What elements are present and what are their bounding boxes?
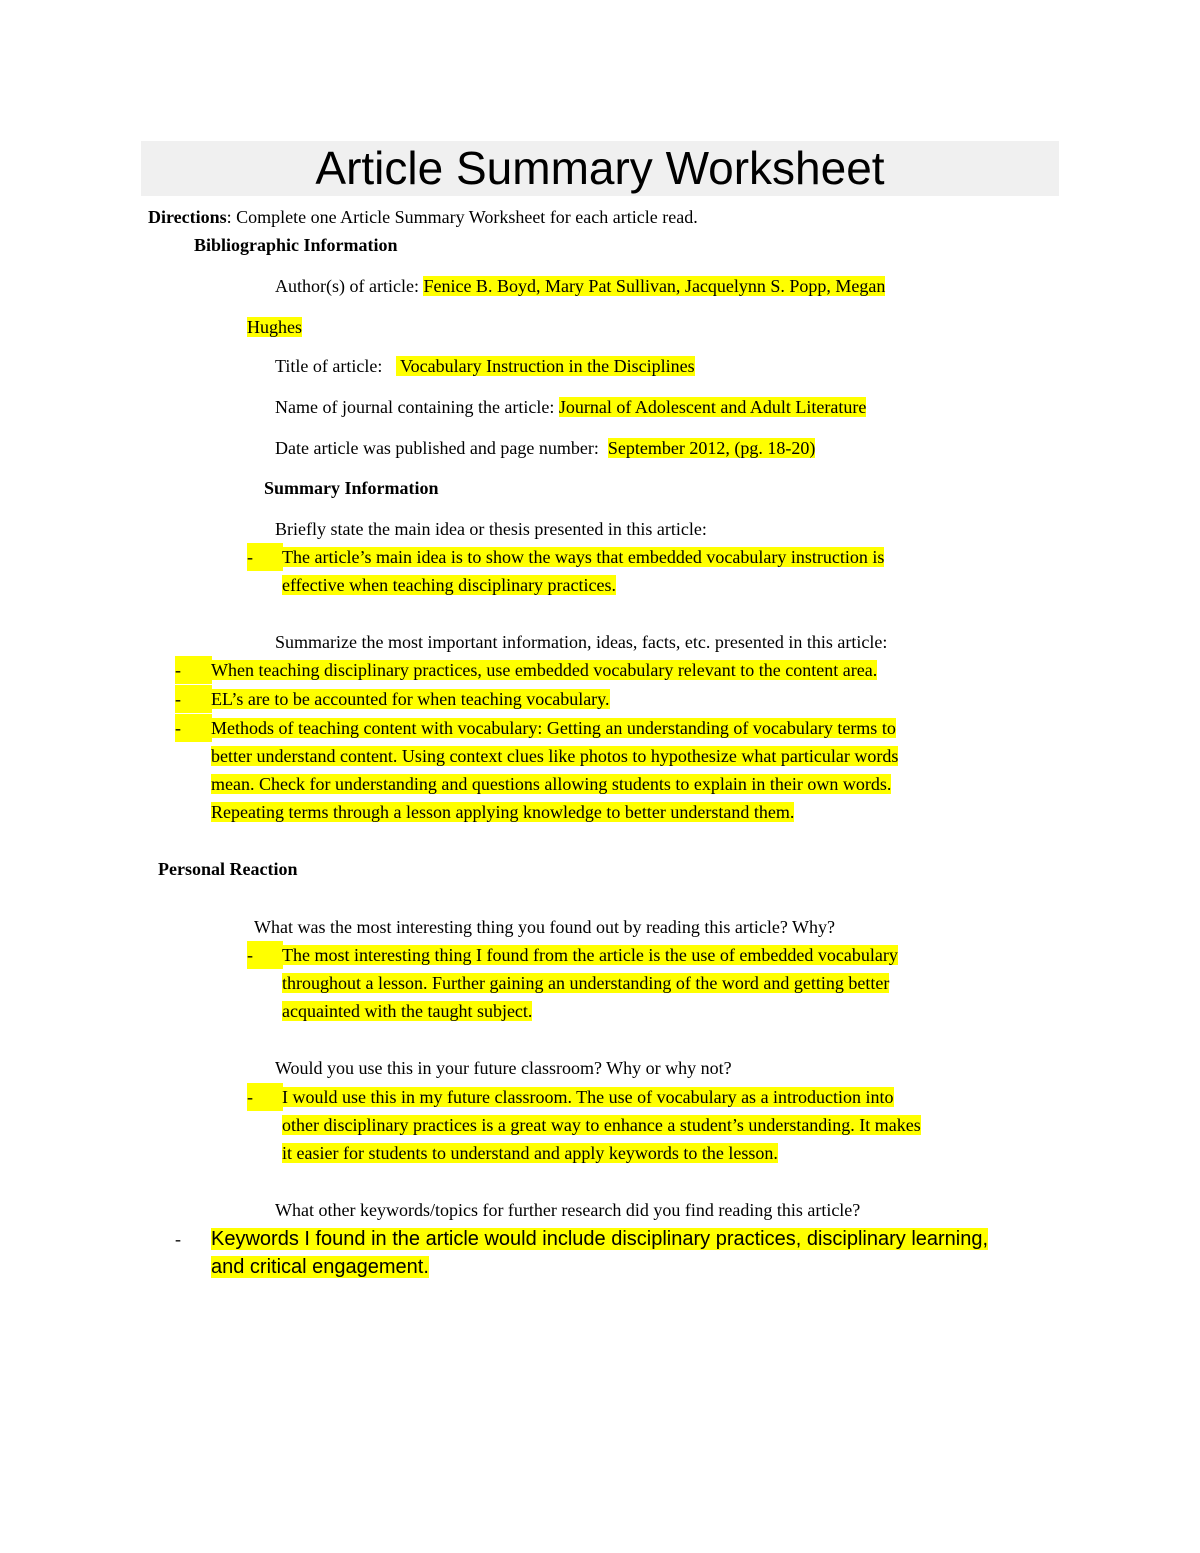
directions-label: Directions: [148, 207, 227, 227]
q1-prompt: What was the most interesting thing you found out by reading this article? Why?: [254, 917, 836, 937]
page-title: Article Summary Worksheet: [315, 142, 885, 194]
journal-label: Name of journal containing the article:: [275, 397, 559, 417]
directions-line: [148, 203, 698, 231]
q1-line: The most interesting thing I found from the article is the use of embedded vocabulary: [282, 945, 898, 965]
important-line: EL’s are to be accounted for when teaching vocabulary.: [211, 689, 610, 709]
q2-line: I would use this in my future classroom. The use of vocabulary as a introduction into: [282, 1087, 894, 1107]
q1-line: throughout a lesson. Further gaining an understanding of the word and getting better: [282, 973, 890, 993]
q2-answer: [282, 1083, 921, 1167]
title-band: [141, 141, 1059, 196]
important-bullet-2: -: [175, 685, 212, 713]
important-line: mean. Check for understanding and questions allowing students to explain in their own words.: [211, 774, 892, 794]
important-item-1: [211, 656, 877, 684]
q3-line: and critical engagement.: [211, 1256, 429, 1278]
important-bullet-3: -: [175, 714, 212, 742]
journal-value: Journal of Adolescent and Adult Literature: [558, 397, 867, 417]
q2-line: it easier for students to understand and apply keywords to the lesson.: [282, 1143, 778, 1163]
article-title-line: [275, 352, 695, 380]
q1-bullet: -: [247, 941, 283, 969]
q2-prompt: Would you use this in your future classroom? Why or why not?: [275, 1058, 732, 1078]
important-line: Methods of teaching content with vocabulary: Getting an understanding of vocabulary terms to: [211, 718, 896, 738]
important-line: better understand content. Using context clues like photos to hypothesize what particular words: [211, 746, 899, 766]
important-item-2: [211, 685, 610, 713]
q1-line: acquainted with the taught subject.: [282, 1001, 533, 1021]
q2-bullet: -: [247, 1083, 283, 1111]
important-line: When teaching disciplinary practices, use embedded vocabulary relevant to the content area.: [211, 660, 878, 680]
authors-value: Fenice B. Boyd, Mary Pat Sullivan, Jacquelynn S. Popp, Megan: [423, 276, 886, 296]
main-idea-line: effective when teaching disciplinary practices.: [282, 575, 617, 595]
main-idea-answer: [282, 543, 884, 599]
directions-text: : Complete one Article Summary Worksheet for each article read.: [226, 207, 698, 227]
main-idea-prompt: Briefly state the main idea or thesis presented in this article:: [275, 519, 707, 539]
date-value: September 2012, (pg. 18-20): [607, 438, 816, 458]
important-bullet-1: -: [175, 656, 212, 684]
article-title-value: Vocabulary Instruction in the Disciplines: [395, 356, 695, 376]
authors-line-2: [247, 313, 302, 341]
bibliographic-heading: Bibliographic Information: [194, 235, 398, 255]
q2-line: other disciplinary practices is a great way to enhance a student’s understanding. It makes: [282, 1115, 921, 1135]
q3-line: Keywords I found in the article would include disciplinary practices, disciplinary learning,: [211, 1228, 989, 1250]
q3-answer: [211, 1225, 988, 1281]
main-idea-bullet: -: [247, 543, 283, 571]
authors-value-cont: Hughes: [247, 317, 302, 337]
main-idea-line: The article’s main idea is to show the ways that embedded vocabulary instruction is: [282, 547, 885, 567]
date-label: Date article was published and page number:: [275, 438, 608, 458]
q1-answer: [282, 941, 898, 1025]
authors-label: Author(s) of article:: [275, 276, 424, 296]
important-line: Repeating terms through a lesson applying knowledge to better understand them.: [211, 802, 795, 822]
personal-heading: Personal Reaction: [158, 859, 298, 879]
important-prompt: Summarize the most important information, ideas, facts, etc. presented in this article:: [275, 632, 888, 652]
journal-line: [275, 393, 866, 421]
summary-heading: Summary Information: [264, 478, 439, 498]
date-line: [275, 434, 815, 462]
q3-prompt: What other keywords/topics for further research did you find reading this article?: [275, 1200, 861, 1220]
article-title-label: Title of article:: [275, 356, 396, 376]
authors-line: [275, 272, 885, 300]
important-item-3: [211, 714, 898, 826]
q3-bullet: -: [175, 1229, 181, 1249]
